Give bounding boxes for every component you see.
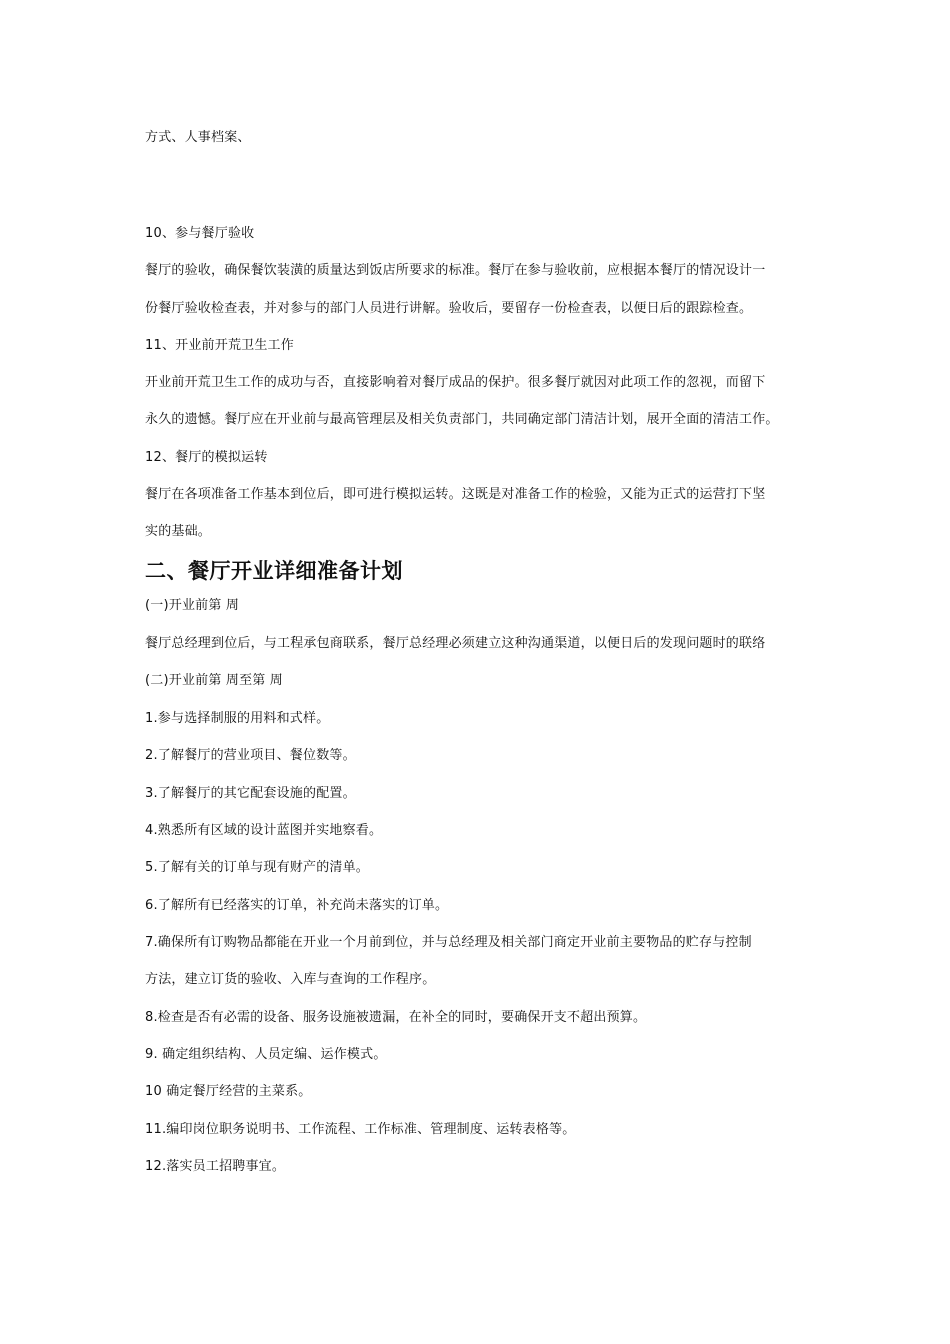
text-line: 份餐厅验收检查表，并对参与的部门人员进行讲解。验收后，要留存一份检查表，以便日后的跟踪检查。: [145, 301, 753, 316]
list-item: 8.检查是否有必需的设备、服务设施被遗漏，在补全的同时，要确保开支不超出预算。: [145, 1010, 647, 1025]
list-item: 7.确保所有订购物品都能在开业一个月前到位，并与总经理及相关部门商定开业前主要物品的贮存与控制: [145, 935, 752, 950]
list-item: 2.了解餐厅的营业项目、餐位数等。: [145, 748, 356, 763]
text-line: 餐厅总经理到位后，与工程承包商联系，餐厅总经理必须建立这种沟通渠道，以便日后的发现问题时的联络: [145, 636, 766, 651]
text-line: 永久的遗憾。餐厅应在开业前与最高管理层及相关负责部门，共同确定部门清洁计划，展开全面的清洁工作。: [145, 412, 779, 427]
list-item: 4.熟悉所有区域的设计蓝图并实地察看。: [145, 823, 383, 838]
list-item: 9. 确定组织结构、人员定编、运作模式。: [145, 1047, 387, 1062]
list-item: 6.了解所有已经落实的订单，补充尚未落实的订单。: [145, 898, 449, 913]
item-heading-12: 12、餐厅的模拟运转: [145, 450, 268, 465]
item-heading-11: 11、开业前开荒卫生工作: [145, 338, 294, 353]
list-item: 1.参与选择制服的用料和式样。: [145, 711, 330, 726]
text-line: 餐厅的验收，确保餐饮装潢的质量达到饭店所要求的标准。餐厅在参与验收前，应根据本餐厅的情况设计一: [145, 263, 766, 278]
list-item: 10 确定餐厅经营的主菜系。: [145, 1084, 312, 1099]
list-item: 3.了解餐厅的其它配套设施的配置。: [145, 786, 356, 801]
text-line: 开业前开荒卫生工作的成功与否，直接影响着对餐厅成品的保护。很多餐厅就因对此项工作的忽视，而留下: [145, 375, 766, 390]
list-item: 5.了解有关的订单与现有财产的清单。: [145, 860, 370, 875]
section-heading: 二、餐厅开业详细准备计划: [145, 559, 403, 583]
list-item: 11.编印岗位职务说明书、工作流程、工作标准、管理制度、运转表格等。: [145, 1122, 576, 1137]
text-line: 方式、人事档案、: [145, 130, 251, 145]
text-line: 餐厅在各项准备工作基本到位后，即可进行模拟运转。这既是对准备工作的检验，又能为正式的运营打下坚: [145, 487, 766, 502]
list-item-continuation: 方法，建立订货的验收、入库与查询的工作程序。: [145, 972, 436, 987]
subsection-heading: (二)开业前第 周至第 周: [145, 673, 284, 688]
text-line: 实的基础。: [145, 524, 212, 539]
subsection-heading: (一)开业前第 周: [145, 598, 240, 613]
list-item: 12.落实员工招聘事宜。: [145, 1159, 286, 1174]
item-heading-10: 10、参与餐厅验收: [145, 226, 255, 241]
